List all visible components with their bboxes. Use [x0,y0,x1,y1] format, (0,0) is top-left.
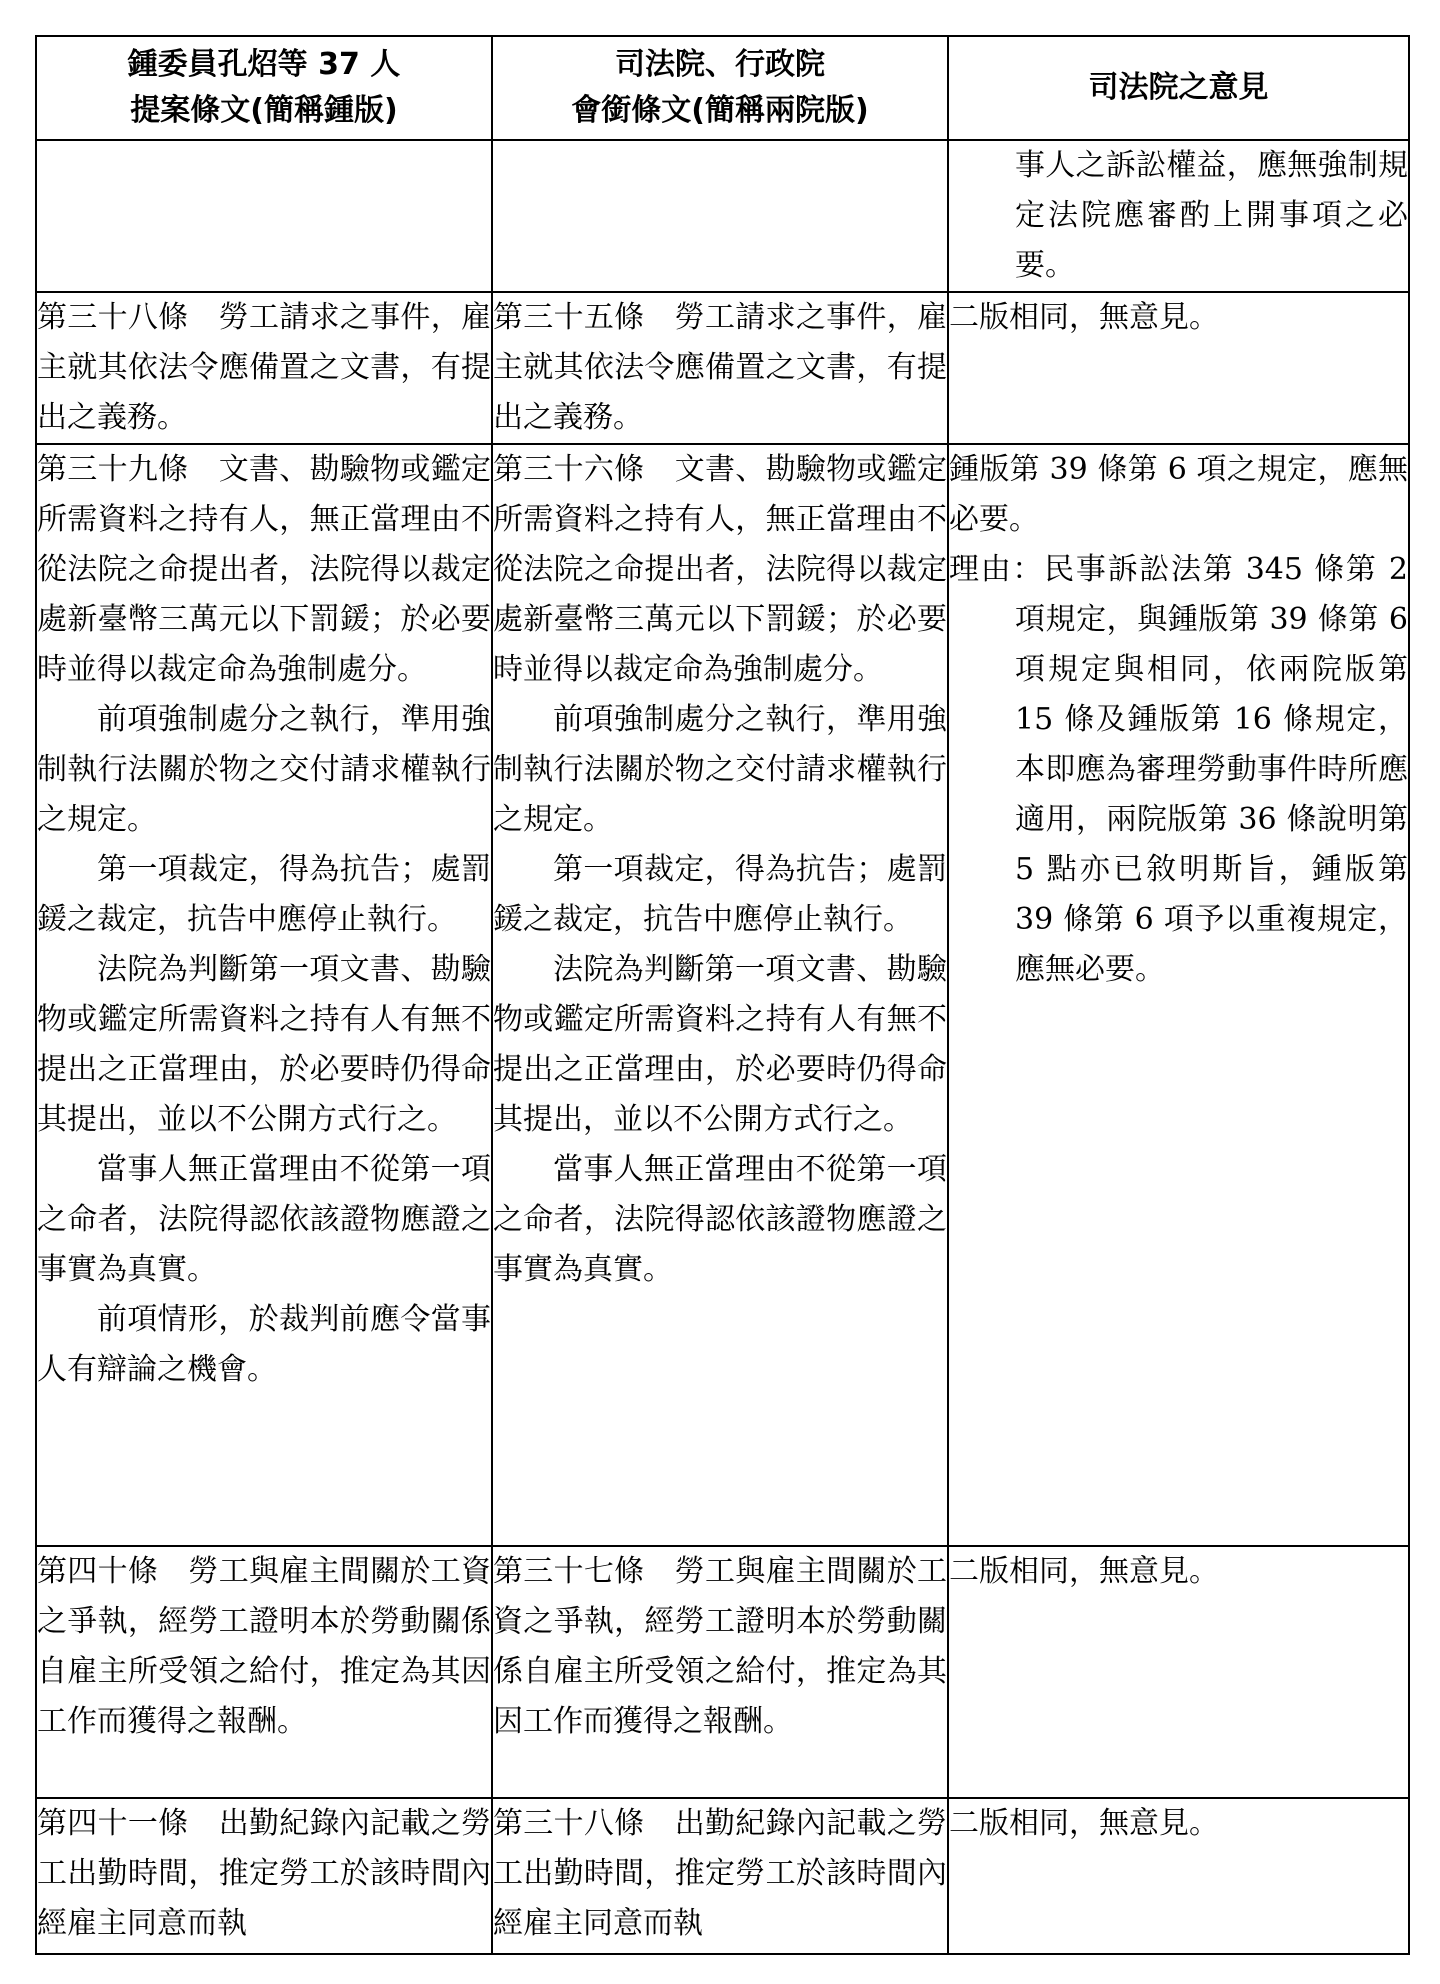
article-text: 第四十一條 出勤紀錄內記載之勞工出勤時間，推定勞工於該時間內經雇主同意而執 [37,1806,491,1941]
article-text: 第三十八條 出勤紀錄內記載之勞工出勤時間，推定勞工於該時間內經雇主同意而執 [493,1806,947,1941]
header-zhong-version [36,36,492,140]
paragraph-text: 前項強制處分之執行，準用強制執行法關於物之交付請求權執行之規定。 [37,702,491,837]
paragraph-text: 前項強制處分之執行，準用強制執行法關於物之交付請求權執行之規定。 [493,702,947,837]
table-row [36,140,1409,292]
comparison-table [35,35,1410,1955]
opinion-cell [948,292,1409,444]
header-two-courts-version [492,36,948,140]
paragraph-text: 前項情形，於裁判前應令當事人有辯論之機會。 [37,1302,491,1387]
opinion-text: 二版相同，無意見。 [949,1806,1219,1841]
table-row [36,1798,1409,1954]
opinion-text: 鍾版第 39 條第 6 項之規定，應無必要。 [949,452,1408,537]
opinion-text: 二版相同，無意見。 [949,300,1219,335]
article-text: 第三十八條 勞工請求之事件，雇主就其依法令應備置之文書，有提出之義務。 [37,300,491,435]
header-two-courts-line1: 司法院、行政院 [615,47,825,82]
article-text: 第四十條 勞工與雇主間關於工資之爭執，經勞工證明本於勞動關係自雇主所受領之給付，推定為其因工作而獲得之報酬。 [37,1554,491,1739]
opinion-reason: 理由：民事訴訟法第 345 條第 2 項規定，與鍾版第 39 條第 6 項規定與相同，依兩院版第 15 條及鍾版第 16 條規定，本即應為審理勞動事件時所應適用，兩院版第 36 條說明第 5 點亦已敘明斯旨，鍾版第 39 條第 6 項予以重複規定，應無必要。 [949,552,1408,987]
article-text: 第三十七條 勞工與雇主間關於工資之爭執，經勞工證明本於勞動關係自雇主所受領之給付，推定為其因工作而獲得之報酬。 [493,1554,947,1739]
zhong-cell [36,292,492,444]
zhong-cell [36,1546,492,1798]
opinion-continuation: 事人之訴訟權益，應無強制規定法院應審酌上開事項之必要。 [1015,148,1408,283]
two-courts-cell [492,140,948,292]
paragraph-text: 法院為判斷第一項文書、勘驗物或鑑定所需資料之持有人有無不提出之正當理由，於必要時仍得命其提出，並以不公開方式行之。 [37,952,491,1137]
opinion-text: 二版相同，無意見。 [949,1554,1219,1589]
paragraph-text: 當事人無正當理由不從第一項之命者，法院得認依該證物應證之事實為真實。 [37,1152,491,1287]
opinion-cell [948,140,1409,292]
article-text: 第三十九條 文書、勘驗物或鑑定所需資料之持有人，無正當理由不從法院之命提出者，法院得以裁定處新臺幣三萬元以下罰鍰；於必要時並得以裁定命為強制處分。 [37,452,491,687]
opinion-cell [948,444,1409,1546]
table-row [36,444,1409,1546]
header-opinion-label: 司法院之意見 [1088,70,1269,105]
zhong-cell [36,1798,492,1954]
header-zhong-line2: 提案條文(簡稱鍾版) [130,93,398,128]
table-row [36,1546,1409,1798]
header-row [36,36,1409,140]
paragraph-text: 法院為判斷第一項文書、勘驗物或鑑定所需資料之持有人有無不提出之正當理由，於必要時仍得命其提出，並以不公開方式行之。 [493,952,947,1137]
opinion-cell [948,1546,1409,1798]
zhong-cell [36,140,492,292]
opinion-cell [948,1798,1409,1954]
paragraph-text: 第一項裁定，得為抗告；處罰鍰之裁定，抗告中應停止執行。 [37,852,491,937]
header-two-courts-line2: 會銜條文(簡稱兩院版) [571,93,869,128]
article-text: 第三十六條 文書、勘驗物或鑑定所需資料之持有人，無正當理由不從法院之命提出者，法院得以裁定處新臺幣三萬元以下罰鍰；於必要時並得以裁定命為強制處分。 [493,452,947,687]
header-zhong-line1: 鍾委員孔炤等 37 人 [127,47,401,82]
paragraph-text: 第一項裁定，得為抗告；處罰鍰之裁定，抗告中應停止執行。 [493,852,947,937]
paragraph-text: 當事人無正當理由不從第一項之命者，法院得認依該證物應證之事實為真實。 [493,1152,947,1287]
two-courts-cell [492,1798,948,1954]
zhong-cell [36,444,492,1546]
table-row [36,292,1409,444]
two-courts-cell [492,1546,948,1798]
two-courts-cell [492,292,948,444]
article-text: 第三十五條 勞工請求之事件，雇主就其依法令應備置之文書，有提出之義務。 [493,300,947,435]
header-judicial-opinion [948,36,1409,140]
two-courts-cell [492,444,948,1546]
